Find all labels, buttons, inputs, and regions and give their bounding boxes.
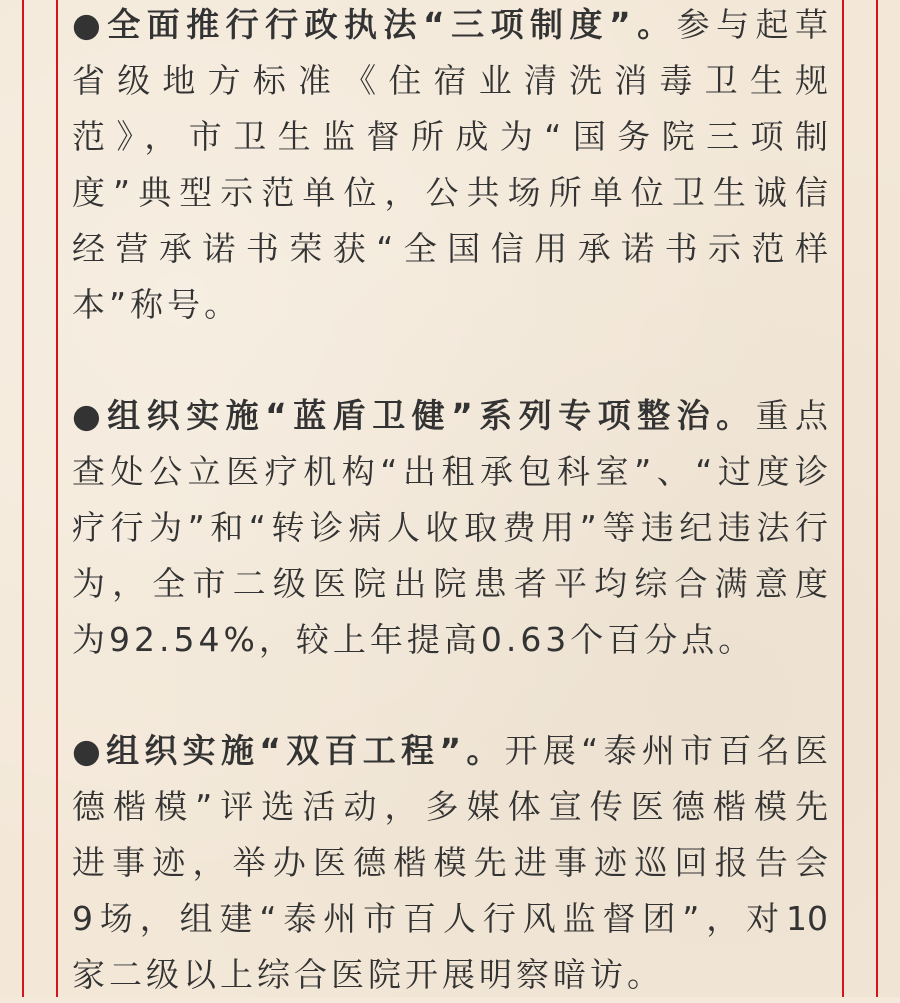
paragraph-title: ●全面推行行政执法“三项制度”。 — [72, 5, 677, 44]
text-line: 查处公立医疗机构“出租承包科室”、“过度诊 — [72, 452, 828, 491]
text-line — [72, 0, 828, 53]
paragraph-gap — [72, 668, 828, 723]
text-line: 经营承诺书荣获“全国信用承诺书示范样 — [72, 229, 828, 268]
text-line: 度”典型示范单位，公共场所单位卫生诚信 — [72, 173, 828, 212]
inner-left-border — [56, 0, 58, 997]
paragraph-title: ●组织实施“双百工程”。 — [72, 731, 505, 770]
text-line — [72, 723, 828, 779]
paragraph-gap — [72, 333, 828, 388]
paragraph-text: 参与起草 — [676, 5, 829, 44]
paragraph — [72, 0, 828, 333]
outer-left-border — [22, 0, 24, 997]
text-line: 9场，组建“泰州市百人行风监督团”，对10 — [72, 899, 828, 938]
inner-right-border — [842, 0, 844, 997]
paragraph — [72, 388, 828, 668]
text-line: 德楷模”评选活动，多媒体宣传医德楷模先 — [72, 787, 828, 826]
outer-right-border — [876, 0, 878, 997]
article-body — [72, 0, 828, 1003]
text-line: 家二级以上综合医院开展明察暗访。 — [72, 955, 664, 994]
text-line: 进事迹，举办医德楷模先进事迹巡回报告会 — [72, 843, 828, 882]
paragraph-title: ●组织实施“蓝盾卫健”系列专项整治。 — [72, 396, 756, 435]
text-line: 省级地方标准《住宿业清洗消毒卫生规 — [72, 61, 828, 100]
paragraph — [72, 723, 828, 1003]
text-line: 为92.54%，较上年提高0.63个百分点。 — [72, 620, 756, 659]
paragraph-text: 重点 — [755, 396, 829, 435]
paragraph-text: 开展“泰州市百名医 — [504, 731, 828, 770]
text-line — [72, 388, 828, 444]
text-line: 本”称号。 — [72, 285, 242, 324]
text-line: 范》，市卫生监督所成为“国务院三项制 — [72, 117, 828, 156]
text-line: 为，全市二级医院出院患者平均综合满意度 — [72, 564, 828, 603]
text-line: 疗行为”和“转诊病人收取费用”等违纪违法行 — [72, 508, 828, 547]
